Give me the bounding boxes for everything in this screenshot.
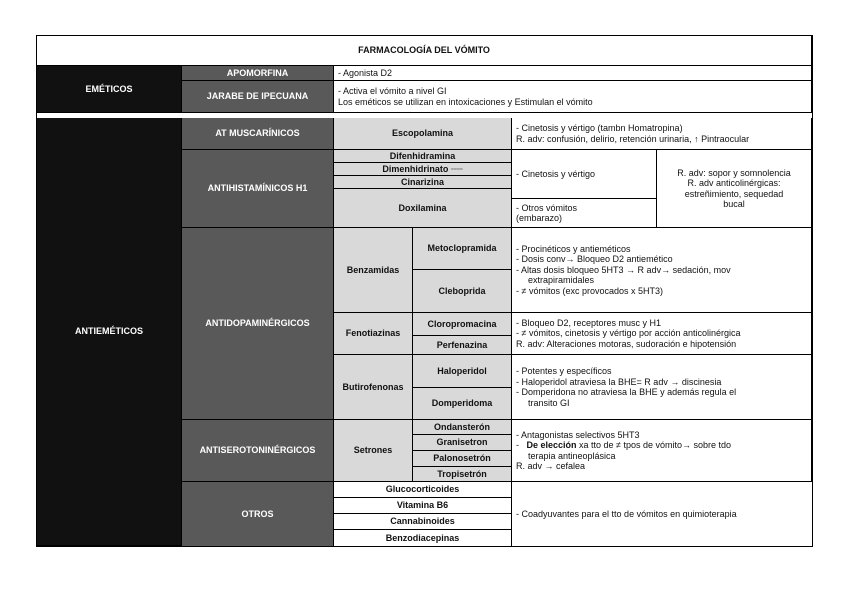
cloropromacina-cell: Cloropromacina bbox=[413, 313, 512, 336]
antihistaminicos-uso2-line2: (embarazo) bbox=[516, 213, 563, 223]
cleboprida-cell: Cleboprida bbox=[413, 270, 512, 313]
antiserotoninergicos-label: ANTISEROTONINÉRGICOS bbox=[182, 420, 334, 482]
benzamidas-desc bbox=[512, 228, 812, 313]
glucocorticoides-cell: Glucocorticoides bbox=[334, 482, 512, 498]
antiserotoninergicos-desc bbox=[512, 420, 812, 482]
setrones-label: Setrones bbox=[334, 420, 413, 482]
antiserotoninergicos-desc-line4: R. adv → cefalea bbox=[516, 461, 586, 471]
benzamidas-desc-line3: - Altas dosis bloqueo 5HT3 → R adv→ sedación, mov bbox=[516, 264, 731, 275]
domperidoma-cell: Domperidoma bbox=[413, 388, 512, 420]
antihistaminicos-radv-line2: R. adv anticolinérgicas: bbox=[687, 178, 781, 188]
butirofenonas-desc-line2: - Haloperidol atraviesa la BHE= R adv → discinesia bbox=[516, 376, 722, 387]
fenotiazinas-desc-line2: - ≠ vómitos, cinetosis y vértigo por acción anticolinérgica bbox=[516, 328, 741, 339]
perfenazina-cell: Perfenazina bbox=[413, 336, 512, 355]
benzamidas-desc-line5: - ≠ vómitos (exc provocados x 5HT3) bbox=[516, 285, 663, 296]
page-title: FARMACOLOGÍA DEL VÓMITO bbox=[37, 36, 812, 66]
otros-label: OTROS bbox=[182, 482, 334, 546]
antihistaminicos-radv-line3: estreñimiento, sequedad bbox=[684, 188, 784, 199]
difenhidramina-cell: Difenhidramina bbox=[334, 150, 512, 163]
cinarizina-cell: Cinarizina bbox=[334, 176, 512, 189]
benzamidas-desc-line4: extrapiramidales bbox=[528, 275, 595, 286]
apomorfina-label: APOMORFINA bbox=[182, 66, 334, 81]
muscarinicos-radv-line: R. adv: confusión, delirio, retención urinaria, ↑ Pintraocular bbox=[516, 133, 750, 144]
otros-desc: - Coadyuvantes para el tto de vómitos en quimioterapia bbox=[512, 482, 812, 546]
muscarinicos-desc-line: - Cinetosis y vértigo (tambn Homatropina) bbox=[516, 123, 683, 133]
antidopaminergicos-label: ANTIDOPAMINÉRGICOS bbox=[182, 228, 334, 420]
de-eleccion-label: De elección bbox=[526, 440, 577, 450]
antiserotoninergicos-dash: - bbox=[516, 440, 527, 450]
antihistaminicos-uso2-line1: - Otros vómitos bbox=[516, 202, 578, 213]
escopolamina-cell: Escopolamina bbox=[334, 118, 512, 150]
fenotiazinas-desc bbox=[512, 313, 812, 355]
antiserotoninergicos-desc-line1: - Antagonistas selectivos 5HT3 bbox=[516, 429, 640, 440]
benzamidas-desc-line2: - Dosis conv→ Bloqueo D2 antiemético bbox=[516, 254, 673, 265]
antihistaminicos-uso2 bbox=[512, 199, 657, 228]
pharmacology-table bbox=[36, 35, 813, 547]
ipecuana-desc-line: - Activa el vómito a nivel GI bbox=[338, 86, 447, 96]
fenotiazinas-desc-line1: - Bloqueo D2, receptores musc y H1 bbox=[516, 317, 662, 328]
tropisetron-cell: Tropisetrón bbox=[413, 467, 512, 482]
ipecuana-desc bbox=[334, 81, 812, 113]
palonosetron-cell: Palonosetrón bbox=[413, 451, 512, 467]
emeticos-note: Los eméticos se utilizan en intoxicaciones y Estimulan el vómito bbox=[338, 96, 593, 107]
benzamidas-desc-line1: - Procinéticos y antieméticos bbox=[516, 243, 631, 254]
ondansteron-cell: Ondansterón bbox=[413, 420, 512, 435]
benzodiacepinas-cell: Benzodiacepinas bbox=[334, 530, 512, 546]
dimenhidrinato-label: Dimenhidrinato bbox=[382, 163, 449, 174]
vitamina-b6-cell: Vitamina B6 bbox=[334, 498, 512, 514]
econmucina-note: econmucina bbox=[450, 167, 463, 170]
butirofenonas-desc-line4: transito GI bbox=[528, 397, 570, 408]
granisetron-cell: Granisetron bbox=[413, 435, 512, 451]
antiserotoninergicos-desc-line2 bbox=[516, 440, 808, 451]
benzamidas-label: Benzamidas bbox=[334, 228, 413, 313]
haloperidol-cell: Haloperidol bbox=[413, 355, 512, 388]
antihistaminicos-radv bbox=[657, 150, 812, 228]
apomorfina-desc: - Agonista D2 bbox=[334, 66, 812, 81]
antihistaminicos-radv-line1: R. adv: sopor y somnolencia bbox=[677, 167, 791, 178]
fenotiazinas-label: Fenotiazinas bbox=[334, 313, 413, 355]
fenotiazinas-desc-line3: R. adv: Alteraciones motoras, sudoración e hipotensión bbox=[516, 338, 737, 349]
muscarinicos-desc bbox=[512, 118, 812, 150]
antihistaminicos-label: ANTIHISTAMÍNICOS H1 bbox=[182, 150, 334, 228]
antihistaminicos-uso1: - Cinetosis y vértigo bbox=[512, 150, 657, 199]
emeticos-label: EMÉTICOS bbox=[37, 66, 182, 113]
dimenhidrinato-cell bbox=[334, 163, 512, 176]
butirofenonas-label: Butirofenonas bbox=[334, 355, 413, 420]
antihistaminicos-radv-line4: bucal bbox=[723, 199, 745, 209]
butirofenonas-desc-line1: - Potentes y específicos bbox=[516, 366, 612, 376]
butirofenonas-desc-line3: - Domperidona no atraviesa la BHE y además regula el bbox=[516, 387, 737, 397]
antiserotoninergicos-desc-line3: terapia antineoplásica bbox=[528, 450, 616, 461]
cannabinoides-cell: Cannabinoides bbox=[334, 514, 512, 530]
ipecuana-label: JARABE DE IPECUANA bbox=[182, 81, 334, 113]
muscarinicos-label: AT MUSCARÍNICOS bbox=[182, 118, 334, 150]
antiserotoninergicos-desc-line2-rest: xa tto de ≠ tpos de vómito→ sobre tdo bbox=[576, 440, 732, 450]
doxilamina-cell: Doxilamina bbox=[334, 189, 512, 228]
butirofenonas-desc bbox=[512, 355, 812, 420]
metoclopramida-cell: Metoclopramida bbox=[413, 228, 512, 270]
antiemeticos-label: ANTIEMÉTICOS bbox=[37, 118, 182, 546]
